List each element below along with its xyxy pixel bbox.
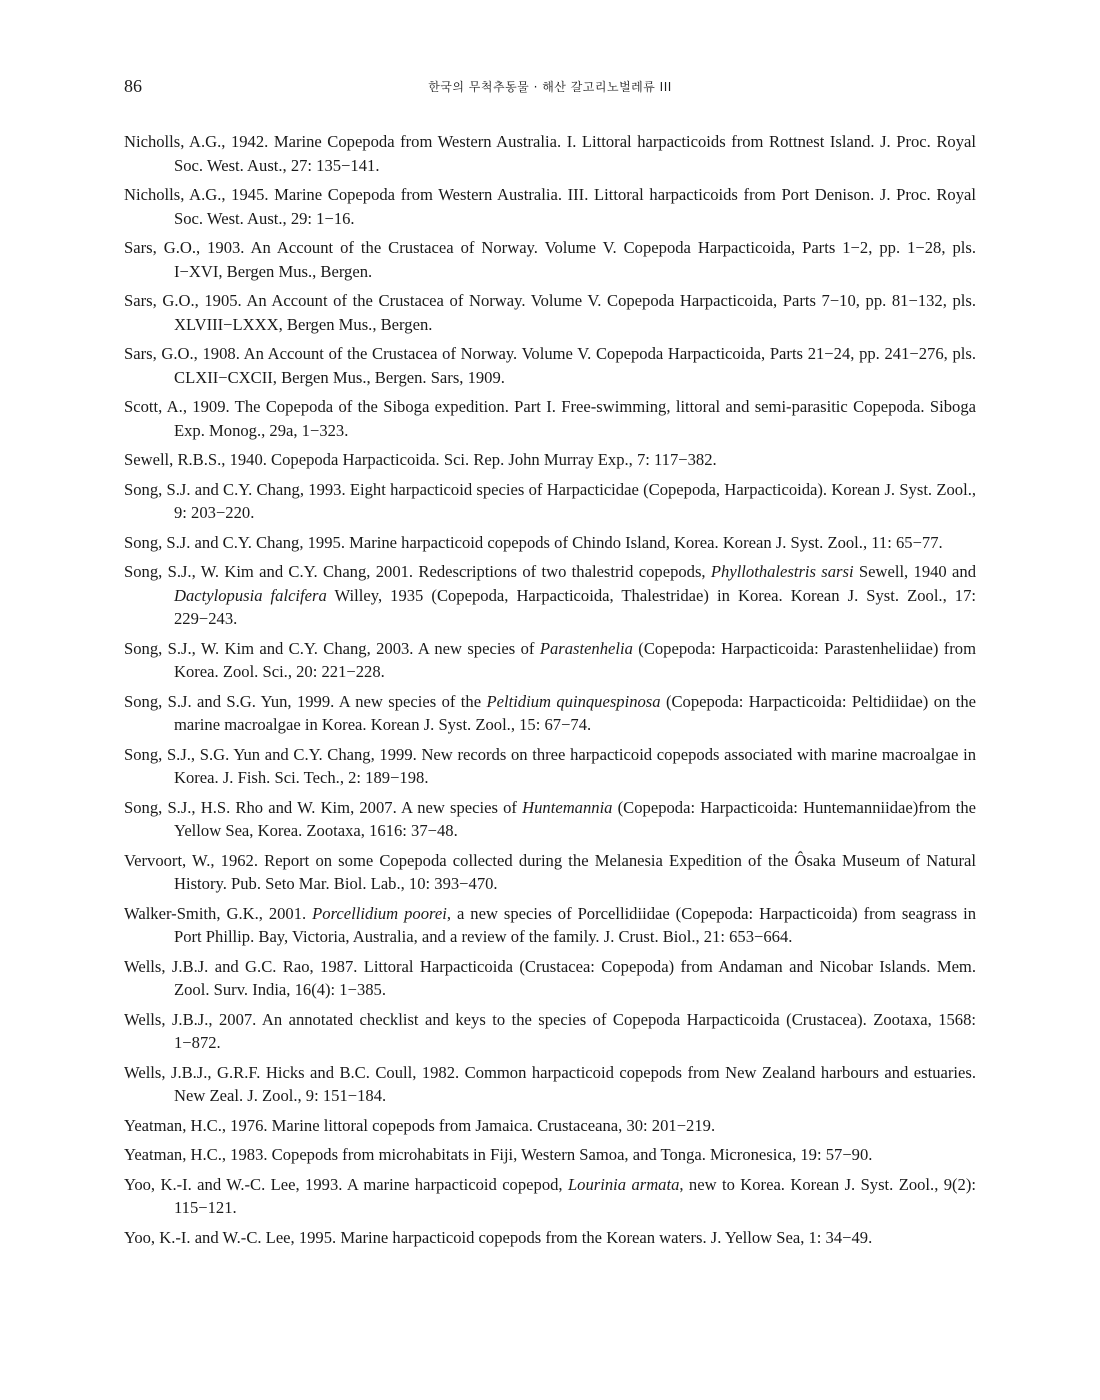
reference-entry <box>124 342 976 389</box>
reference-text: Vervoort, W., 1962. Report on some Copepoda collected during the Melanesia Expedition of the Ôsaka Museum of Natural History. Pub. Seto Mar. Biol. Lab., 10: 393−470. <box>124 850 976 893</box>
species-name: Phyllothalestris sarsi <box>710 562 854 581</box>
reference-entry <box>124 289 976 336</box>
reference-entry <box>124 448 976 472</box>
running-title: 한국의 무척추동물 · 해산 갈고리노벌레류 III <box>428 80 672 94</box>
reference-text: Yeatman, H.C., 1983. Copepods from microhabitats in Fiji, Western Samoa, and Tonga. Micronesica, 19: 57−90. <box>124 1145 873 1164</box>
reference-text: Yeatman, H.C., 1976. Marine littoral copepods from Jamaica. Crustaceana, 30: 201−219. <box>124 1115 716 1135</box>
reference-list <box>124 130 976 1255</box>
reference-text: (Copepoda: Harpacticoida: Huntemanniidae)from the Yellow Sea, Korea. Zootaxa, 1616: 37−48. <box>174 797 976 840</box>
reference-text: Song, S.J., H.S. Rho and W. Kim, 2007. A new species of <box>124 797 523 817</box>
reference-text: Willey, 1935 (Copepoda, Harpacticoida, Thalestridae) in Korea. Korean J. Syst. Zool., 17: 229−243. <box>174 585 976 628</box>
reference-text: Wells, J.B.J. and G.C. Rao, 1987. Littoral Harpacticoida (Crustacea: Copepoda) from Andaman and Nicobar Islands. Mem. Zool. Surv. India, 16(4): 1−385. <box>124 956 976 999</box>
reference-text: Song, S.J. and C.Y. Chang, 1995. Marine harpacticoid copepods of Chindo Island, Korea. Korean J. Syst. Zool., 11: 65−77. <box>124 532 943 552</box>
reference-text: , a new species of Porcellidiidae (Copepoda: Harpacticoida) from seagrass in Port Phillip. Bay, Victoria, Australia, and a review of the family. J. Crust. Biol., 21: 653−664. <box>174 903 976 946</box>
reference-entry <box>124 1061 976 1108</box>
reference-entry <box>124 130 976 177</box>
reference-entry <box>124 560 976 631</box>
reference-entry <box>124 637 976 684</box>
reference-entry <box>124 395 976 442</box>
reference-text: Sars, G.O., 1908. An Account of the Crustacea of Norway. Volume V. Copepoda Harpacticoida, Parts 21−24, pp. 241−276, pls. CLXII−CXCII, Bergen Mus., Bergen. Sars, 1909. <box>124 344 976 387</box>
reference-entry <box>124 690 976 737</box>
reference-text: Song, S.J., W. Kim and C.Y. Chang, 2003. A new species of <box>124 638 540 658</box>
reference-text: Scott, A., 1909. The Copepoda of the Siboga expedition. Part I. Free-swimming, littoral and semi-parasitic Copepoda. Siboga Exp. Monog., 29a, 1−323. <box>124 397 976 440</box>
reference-text: , new to Korea. Korean J. Syst. Zool., 9(2): 115−121. <box>174 1174 976 1217</box>
reference-text: Wells, J.B.J., G.R.F. Hicks and B.C. Coull, 1982. Common harpacticoid copepods from New Zealand harbours and estuaries. New Zeal. J. Zool., 9: 151−184. <box>124 1062 976 1105</box>
reference-text: Song, S.J., S.G. Yun and C.Y. Chang, 1999. New records on three harpacticoid copepods associated with marine macroalgae in Korea. J. Fish. Sci. Tech., 2: 189−198. <box>124 744 976 787</box>
reference-entry <box>124 796 976 843</box>
reference-entry <box>124 1173 976 1220</box>
reference-entry <box>124 955 976 1002</box>
species-name: Porcellidium poorei <box>312 903 447 923</box>
reference-text: (Copepoda: Harpacticoida: Parastenheliidae) from Korea. Zool. Sci., 20: 221−228. <box>174 638 976 681</box>
reference-entry <box>124 849 976 896</box>
species-name: Parastenhelia <box>539 638 633 658</box>
reference-entry <box>124 743 976 790</box>
species-name: Lourinia armata <box>567 1174 680 1194</box>
reference-text: Sars, G.O., 1903. An Account of the Crustacea of Norway. Volume V. Copepoda Harpacticoida, Parts 1−2, pp. 1−28, pls. I−XVI, Bergen Mus., Bergen. <box>124 238 976 281</box>
reference-text: Wells, J.B.J., 2007. An annotated checklist and keys to the species of Copepoda Harpacticoida (Crustacea). Zootaxa, 1568: 1−872. <box>124 1009 976 1052</box>
page-number: 86 <box>124 76 142 96</box>
reference-text: Song, S.J., W. Kim and C.Y. Chang, 2001. Redescriptions of two thalestrid copepods, <box>124 562 711 581</box>
reference-entry <box>124 902 976 949</box>
reference-entry <box>124 1114 976 1138</box>
reference-text: Walker-Smith, G.K., 2001. <box>124 903 313 923</box>
reference-text: Nicholls, A.G., 1942. Marine Copepoda from Western Australia. I. Littoral harpacticoids from Rottnest Island. J. Proc. Royal Soc. West. Aust., 27: 135−141. <box>124 132 976 175</box>
reference-entry <box>124 478 976 525</box>
reference-entry <box>124 1143 976 1167</box>
reference-entry <box>124 531 976 555</box>
reference-text: Yoo, K.-I. and W.-C. Lee, 1993. A marine harpacticoid copepod, <box>124 1174 568 1194</box>
reference-entry <box>124 183 976 230</box>
reference-text: Yoo, K.-I. and W.-C. Lee, 1995. Marine harpacticoid copepods from the Korean waters. J. Yellow Sea, 1: 34−49. <box>124 1227 873 1247</box>
page-header <box>124 76 976 98</box>
reference-text: Sewell, R.B.S., 1940. Copepoda Harpacticoida. Sci. Rep. John Murray Exp., 7: 117−382. <box>124 450 717 469</box>
species-name: Peltidium quinquespinosa <box>486 691 661 711</box>
species-name: Dactylopusia falcifera <box>174 585 327 605</box>
species-name: Huntemannia <box>522 797 613 817</box>
reference-text: Sars, G.O., 1905. An Account of the Crustacea of Norway. Volume V. Copepoda Harpacticoida, Parts 7−10, pp. 81−132, pls. XLVIII−LXXX, Bergen Mus., Bergen. <box>124 291 976 334</box>
reference-text: (Copepoda: Harpacticoida: Peltidiidae) on the marine macroalgae in Korea. Korean J. Syst. Zool., 15: 67−74. <box>174 691 976 734</box>
reference-text: Song, S.J. and C.Y. Chang, 1993. Eight harpacticoid species of Harpacticidae (Copepoda, Harpacticoida). Korean J. Syst. Zool., 9: 203−220. <box>124 479 976 522</box>
reference-entry <box>124 236 976 283</box>
reference-entry <box>124 1226 976 1250</box>
reference-text: Nicholls, A.G., 1945. Marine Copepoda from Western Australia. III. Littoral harpacticoids from Port Denison. J. Proc. Royal Soc. West. Aust., 29: 1−16. <box>124 185 976 228</box>
reference-text: Sewell, 1940 and <box>853 562 976 581</box>
reference-text: Song, S.J. and S.G. Yun, 1999. A new species of the <box>124 691 487 711</box>
reference-entry <box>124 1008 976 1055</box>
